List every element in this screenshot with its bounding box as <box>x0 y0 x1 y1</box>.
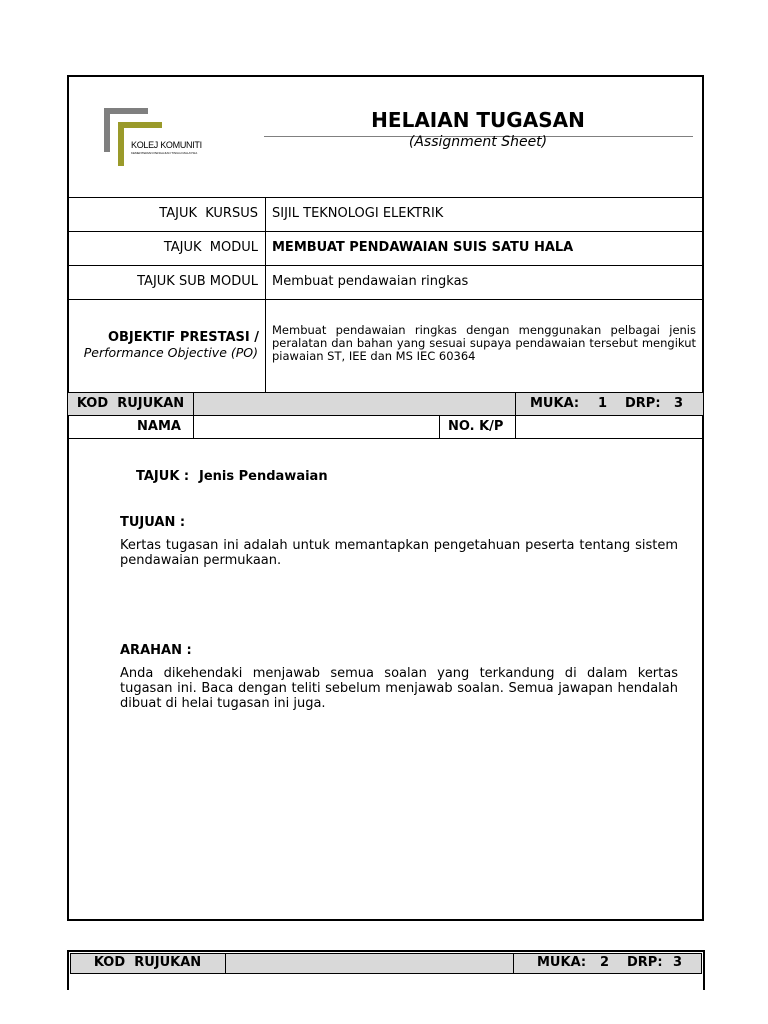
name-label: NAMA <box>137 419 181 434</box>
ic-number-field[interactable] <box>520 419 698 435</box>
page-number-label: MUKA: <box>530 396 580 411</box>
reference-code-value[interactable] <box>198 396 510 412</box>
module-title-value: MEMBUAT PENDAWAIAN SUIS SATU HALA <box>272 240 574 255</box>
submodule-title-label: TAJUK SUB MODUL <box>137 274 258 289</box>
course-title-value: SIJIL TEKNOLOGI ELEKTRIK <box>272 206 444 221</box>
logo-text: KOLEJ KOMUNITI <box>131 140 202 150</box>
divider <box>439 415 440 438</box>
logo-mark-icon <box>104 108 224 168</box>
module-title-label: TAJUK MODUL <box>163 240 258 255</box>
page-2-total-pages-label: DRP: <box>627 955 663 970</box>
purpose-text: Kertas tugasan ini adalah untuk memantapkan pengetahuan peserta tentang sistem pendawaian permukaan. <box>120 538 678 568</box>
page-title: HELAIAN TUGASAN <box>371 108 585 132</box>
topic-label: TAJUK : <box>136 469 190 484</box>
reference-code-label: KOD RUJUKAN <box>76 396 185 411</box>
divider <box>67 415 704 416</box>
page-2-page-number-value: 2 <box>600 955 610 970</box>
objective-value: Membuat pendawaian ringkas dengan menggunakan pelbagai jenis peralatan dan bahan yang sesuai supaya pendawaian tersebut mengikut piawaian ST, IEE dan MS IEC 60364 <box>272 323 696 363</box>
page-2-page-number-label: MUKA: <box>537 955 587 970</box>
kolej-komuniti-logo <box>104 108 224 168</box>
divider <box>225 953 226 974</box>
logo-subtext: KEMENTERIAN PENGAJIAN TINGGI MALAYSIA <box>131 151 198 155</box>
divider <box>67 299 704 300</box>
topic-value: Jenis Pendawaian <box>199 469 328 484</box>
instructions-text: Anda dikehendaki menjawab semua soalan yang terkandung di dalam kertas tugasan ini. Baca dengan teliti sebelum menjawab soalan. Semua jawapan hendalah dibuat di helai tugasan ini juga. <box>120 666 678 711</box>
page-2-reference-code-label: KOD RUJUKAN <box>93 955 202 970</box>
divider <box>67 265 704 266</box>
submodule-title-value: Membuat pendawaian ringkas <box>272 274 469 289</box>
divider <box>703 974 704 990</box>
page-2-reference-code-value[interactable] <box>230 955 508 971</box>
divider <box>265 197 266 392</box>
divider <box>67 197 704 198</box>
objective-label: OBJEKTIF PRESTASI / <box>107 330 259 345</box>
name-field[interactable] <box>198 419 434 435</box>
divider <box>67 231 704 232</box>
page-2-total-pages-value: 3 <box>673 955 683 970</box>
page-subtitle: (Assignment Sheet) <box>408 134 548 150</box>
page-number-value: 1 <box>598 396 608 411</box>
divider <box>67 438 704 439</box>
total-pages-value: 3 <box>674 396 684 411</box>
divider <box>515 392 516 438</box>
objective-label-en: Performance Objective (PO) <box>83 345 258 360</box>
divider <box>513 953 514 974</box>
ic-number-label: NO. K/P <box>448 419 504 434</box>
assignment-sheet-page <box>67 75 704 921</box>
purpose-heading: TUJUAN : <box>120 515 186 530</box>
course-title-label: TAJUK KURSUS <box>159 206 258 221</box>
instructions-heading: ARAHAN : <box>120 643 192 658</box>
total-pages-label: DRP: <box>625 396 661 411</box>
